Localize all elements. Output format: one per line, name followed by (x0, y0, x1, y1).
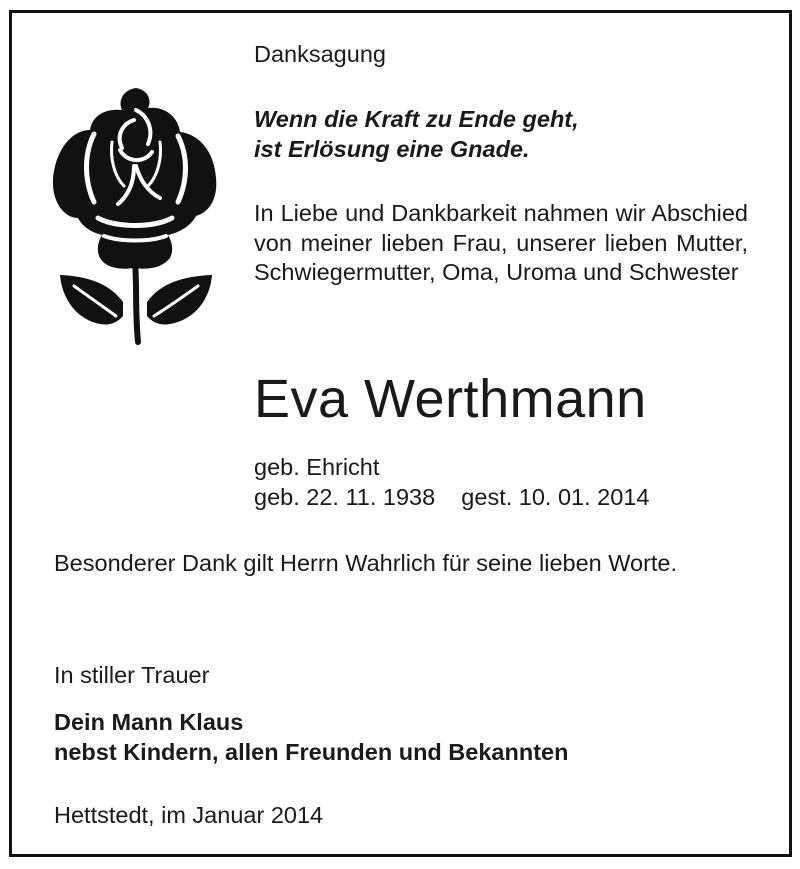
thanks-paragraph: Besonderer Dank gilt Herrn Wahrlich für seine lieben Worte. (54, 550, 678, 576)
signers-block (54, 707, 568, 767)
notice-heading: Danksagung (254, 41, 386, 67)
memorial-quote (254, 104, 579, 164)
maiden-name: geb. Ehricht (254, 454, 380, 480)
rose-icon (50, 80, 220, 350)
signer-line: nebst Kindern, allen Freunden und Bekannten (54, 739, 569, 765)
quote-line: ist Erlösung eine Gnade. (254, 136, 530, 162)
mourning-line: In stiller Trauer (54, 662, 210, 688)
birth-death-dates: geb. 22. 11. 1938 gest. 10. 01. 2014 (254, 484, 650, 510)
life-dates (254, 452, 649, 512)
signer-line: Dein Mann Klaus (54, 709, 244, 735)
quote-line: Wenn die Kraft zu Ende geht, (254, 106, 579, 132)
deceased-name: Eva Werthmann (254, 369, 647, 429)
place-date: Hettstedt, im Januar 2014 (54, 802, 324, 828)
intro-paragraph: In Liebe und Dankbarkeit nahmen wir Abschied von meiner lieben Frau, unserer lieben Mutter, Schwiegermutter, Oma, Uroma und Schwester (254, 200, 748, 285)
